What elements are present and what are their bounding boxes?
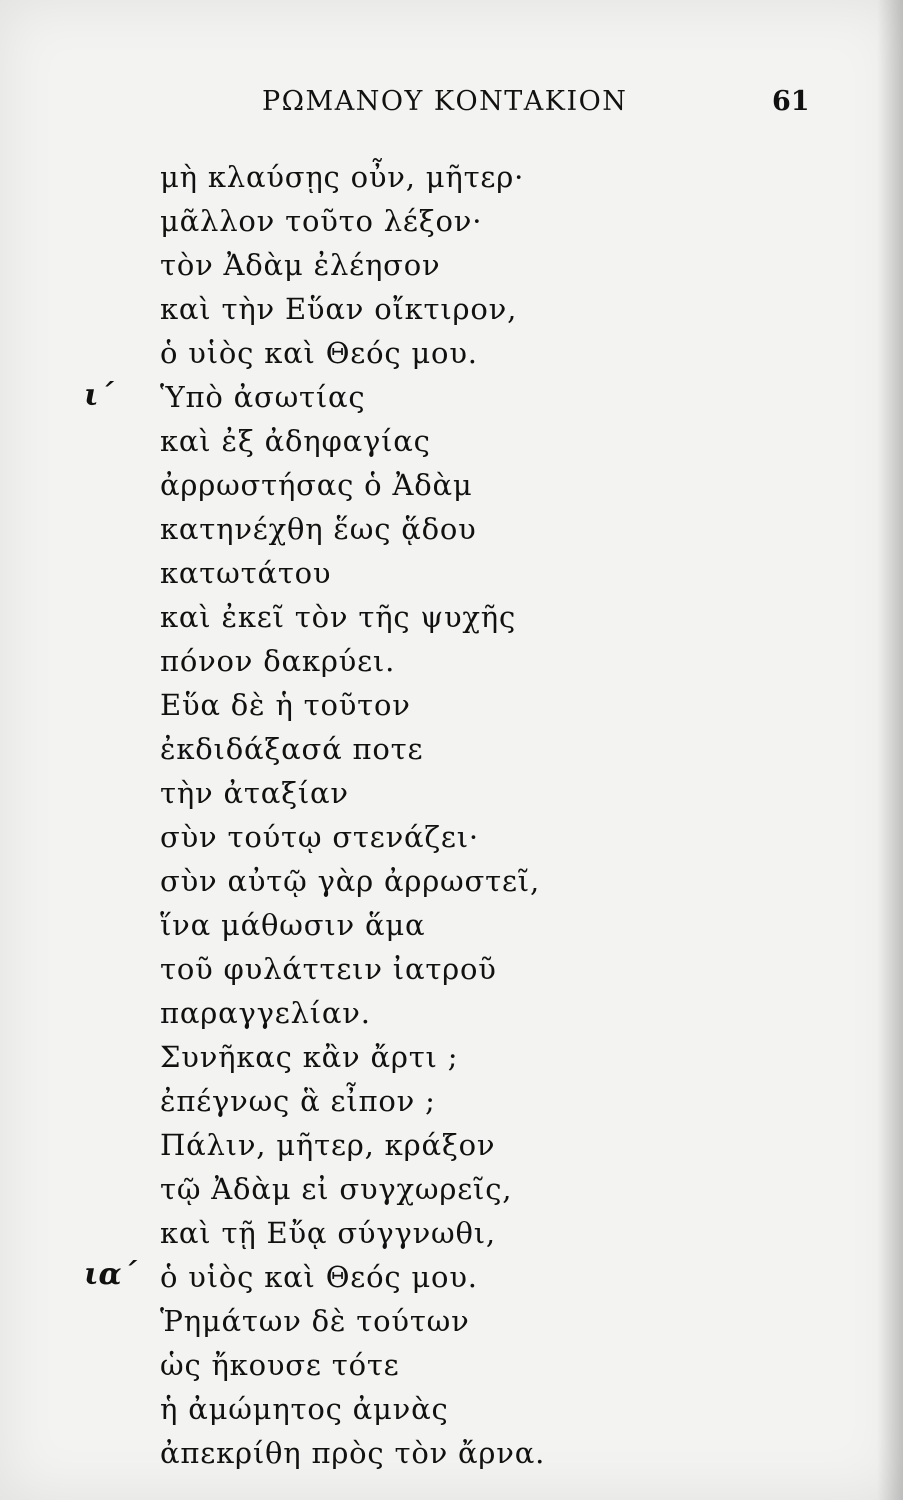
page-edge-shadow — [877, 0, 903, 1500]
verse-line: κατωτάτου — [160, 556, 332, 590]
verse-line: κατηνέχθη ἕως ᾅδου — [160, 512, 477, 546]
stanza-number: ια΄ — [84, 1257, 137, 1292]
verse-line: ἀρρωστήσας ὁ Ἀδὰμ — [160, 468, 473, 502]
verse-line: ἐπέγνως ἃ εἶπον ; — [160, 1084, 436, 1118]
verse-line: ἐκδιδάξασά ποτε — [160, 732, 424, 766]
verse-line: τῷ Ἀδὰμ εἰ συγχωρεῖς, — [160, 1172, 513, 1206]
verse-line: ὡς ἤκουσε τότε — [160, 1348, 400, 1382]
verse-line: παραγγελίαν. — [160, 996, 371, 1030]
verse-line: πόνον δακρύει. — [160, 644, 396, 678]
verse-line: καὶ ἐξ ἀδηφαγίας — [160, 424, 431, 458]
verse-line: ὁ υἱὸς καὶ Θεός μου. — [160, 336, 478, 370]
verse-line: μὴ κλαύσῃς οὖν, μῆτερ· — [160, 160, 525, 194]
verse-line: ὁ υἱὸς καὶ Θεός μου. — [160, 1260, 478, 1294]
verse-line: Πάλιν, μῆτερ, κράξον — [160, 1128, 496, 1162]
stanza-number: ι΄ — [84, 378, 114, 413]
verse-line: καὶ τῇ Εὔᾳ σύγγνωθι, — [160, 1216, 496, 1250]
verse-line: Εὕα δὲ ἡ τοῦτον — [160, 688, 411, 722]
verse-line: τὸν Ἀδὰμ ἐλέησον — [160, 248, 441, 282]
verse-line: ἀπεκρίθη πρὸς τὸν ἄρνα. — [160, 1436, 546, 1470]
verse-line: σὺν τούτῳ στενάζει· — [160, 820, 479, 854]
verse-line: τὴν ἀταξίαν — [160, 776, 349, 810]
page-number: 61 — [772, 86, 810, 117]
verse-line: μᾶλλον τοῦτο λέξον· — [160, 204, 483, 238]
verse-line: Ῥημάτων δὲ τούτων — [160, 1304, 470, 1338]
verse-line: Συνῆκας κἂν ἄρτι ; — [160, 1040, 459, 1074]
poem-text — [160, 155, 545, 1475]
verse-line: Ὑπὸ ἀσωτίας — [160, 380, 366, 414]
verse-line: ἡ ἀμώμητος ἀμνὰς — [160, 1392, 449, 1426]
verse-line: ἵνα μάθωσιν ἅμα — [160, 908, 426, 942]
verse-line: καὶ ἐκεῖ τὸν τῆς ψυχῆς — [160, 600, 516, 634]
verse-line: σὺν αὐτῷ γὰρ ἀρρωστεῖ, — [160, 864, 540, 898]
running-header-title: ΡΩΜΑΝΟΥ ΚΟΝΤΑΚΙΟΝ — [262, 86, 628, 117]
verse-line: τοῦ φυλάττειν ἰατροῦ — [160, 952, 497, 986]
verse-line: καὶ τὴν Εὕαν οἴκτιρον, — [160, 292, 518, 326]
